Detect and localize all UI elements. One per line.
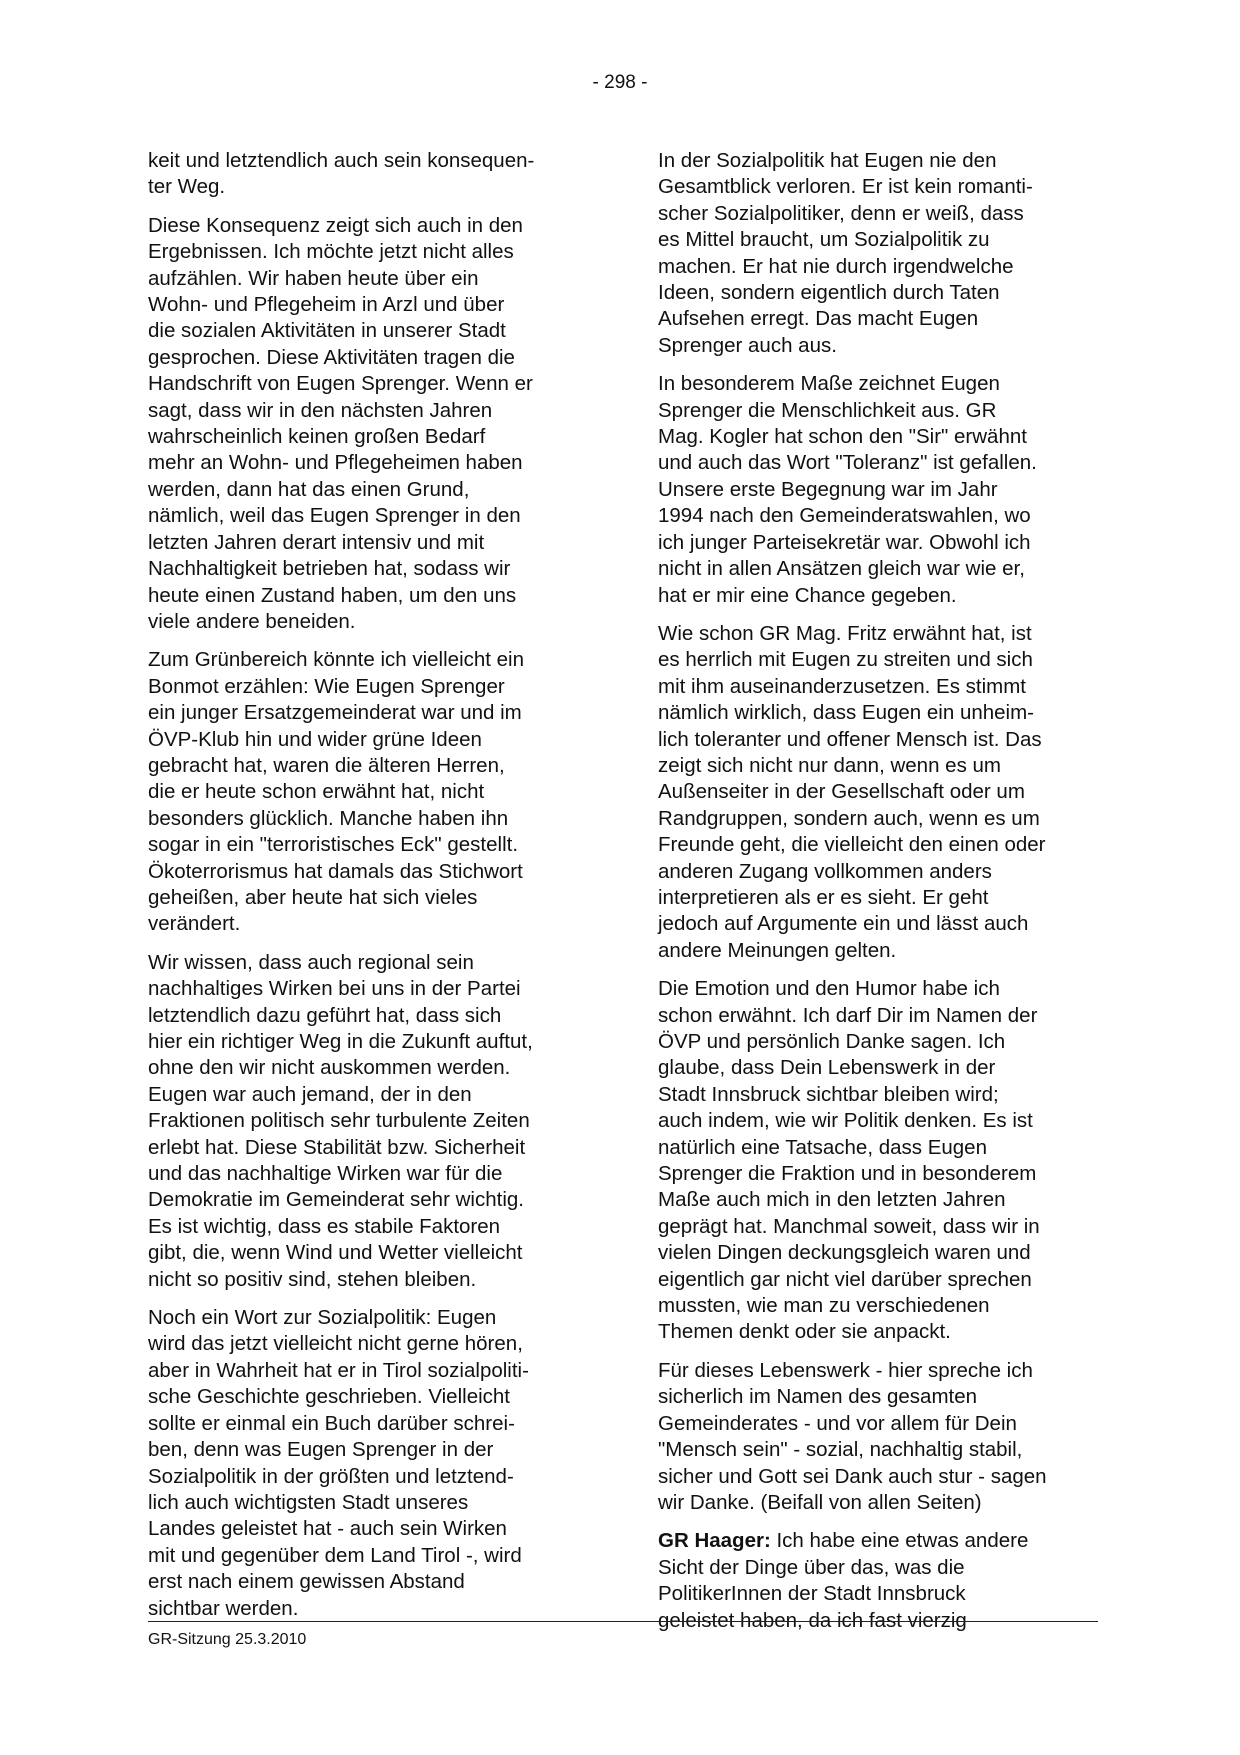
footer-session-label: GR-Sitzung 25.3.2010 [148, 1631, 307, 1648]
page-number: - 298 - [592, 72, 648, 93]
paragraph: Wie schon GR Mag. Fritz erwähnt hat, ist es herrlich mit Eugen zu streiten und sich mit ihm auseinanderzusetzen. Es stimmt nämlich wirklich, dass Eugen ein unheim- lich toleranter und offener Mensch ist. Das zeigt sich nicht nur dann, wenn es um Außenseiter in der Gesellschaft oder um Randgruppen, sondern auch, wenn es um Freunde geht, die vielleicht den einen oder anderen Zugang vollkommen anders interpretieren als er es sieht. Er geht jedoch auf Argumente ein und lässt auch andere Meinungen gelten. [658, 621, 1046, 962]
speaker-paragraph [658, 1528, 1098, 1634]
paragraph: Für dieses Lebenswerk - hier spreche ich sicherlich im Namen des gesamten Gemeinderates - und vor allem für Dein "Mensch sein" - sozial, nachhaltig stabil, sicher und Gott sei Dank auch stur - sagen wir Danke. (Beifall von allen Seiten) [658, 1358, 1047, 1514]
paragraph: Die Emotion und den Humor habe ich schon erwähnt. Ich darf Dir im Namen der ÖVP und persönlich Danke sagen. Ich glaube, dass Dein Lebenswerk in der Stadt Innsbruck sichtbar bleiben wird; auch indem, wie wir Politik denken. Es ist natürlich eine Tatsache, dass Eugen Sprenger die Fraktion und in besonderem Maße auch mich in den letzten Jahren geprägt hat. Manchmal soweit, dass wir in vielen Dingen deckungsgleich waren und eigentlich gar nicht viel darüber sprechen mussten, wie man zu verschiedenen Themen denkt oder sie anpackt. [658, 977, 1040, 1344]
paragraph: Zum Grünbereich könnte ich vielleicht ein Bonmot erzählen: Wie Eugen Sprenger ein junger Ersatzgemeinderat war und im ÖVP-Klub hin und wider grüne Ideen gebracht hat, waren die älteren Herren, die er heute schon erwähnt hat, nicht besonders glücklich. Manche haben ihn sogar in ein "terroristisches Eck" gestellt. Ökoterrorismus hat damals das Stichwort geheißen, aber heute hat sich vieles verändert. [148, 648, 525, 936]
footer-divider [148, 1621, 1098, 1622]
left-column [148, 148, 588, 1634]
paragraph: Diese Konsequenz zeigt sich auch in den Ergebnissen. Ich möchte jetzt nicht alles aufzählen. Wir haben heute über ein Wohn- und Pflegeheim in Arzl und über die sozialen Aktivitäten in unserer Stadt gesprochen. Diese Aktivitäten tragen die Handschrift von Eugen Sprenger. Wenn er sagt, dass wir in den nächsten Jahren wahrscheinlich keinen großen Bedarf mehr an Wohn- und Pflegeheimen haben werden, dann hat das einen Grund, nämlich, weil das Eugen Sprenger in den letzten Jahren derart intensiv und mit Nachhaltigkeit betrieben hat, sodass wir heute einen Zustand haben, um den uns viele andere beneiden. [148, 213, 533, 633]
speaker-name: GR Haager: [658, 1529, 771, 1553]
paragraph: In besonderem Maße zeichnet Eugen Sprenger die Menschlichkeit aus. GR Mag. Kogler hat schon den "Sir" erwähnt und auch das Wort "Toleranz" ist gefallen. Unsere erste Begegnung war im Jahr 1994 nach den Gemeinderatswahlen, wo ich junger Parteisekretär war. Obwohl ich nicht in allen Ansätzen gleich war wie er, hat er mir eine Chance gegeben. [658, 372, 1037, 607]
paragraph: In der Sozialpolitik hat Eugen nie den Gesamtblick verloren. Er ist kein romanti- scher Sozialpolitiker, denn er weiß, dass es Mittel braucht, um Sozialpolitik zu machen. Er hat nie durch irgendwelche Ideen, sondern eigentlich durch Taten Aufsehen erregt. Das macht Eugen Sprenger auch aus. [658, 149, 1033, 357]
paragraph: keit und letztendlich auch sein konsequen- ter Weg. [148, 149, 535, 199]
paragraph: Wir wissen, dass auch regional sein nachhaltiges Wirken bei uns in der Partei letztendlich dazu geführt hat, dass sich hier ein richtiger Weg in die Zukunft auftut, ohne den wir nicht auskommen werden. Eugen war auch jemand, der in den Fraktionen politisch sehr turbulente Zeiten erlebt hat. Diese Stabilität bzw. Sicherheit und das nachhaltige Wirken war für die Demokratie im Gemeinderat sehr wichtig. Es ist wichtig, dass es stabile Faktoren gibt, die, wenn Wind und Wetter vielleicht nicht so positiv sind, stehen bleiben. [148, 950, 533, 1291]
paragraph: Noch ein Wort zur Sozialpolitik: Eugen wird das jetzt vielleicht nicht gerne hören, aber in Wahrheit hat er in Tirol sozialpoliti- sche Geschichte geschrieben. Vielleicht sollte er einmal ein Buch darüber schrei- ben, denn was Eugen Sprenger in der Sozialpolitik in der größten und letztend- lich auch wichtigsten Stadt unseres Landes geleistet hat - auch sein Wirken mit und gegenüber dem Land Tirol -, wird erst nach einem gewissen Abstand sichtbar werden. [148, 1306, 529, 1620]
right-column [658, 148, 1098, 1646]
speaker-text: Ich habe eine etwas andere Sicht der Dinge über das, was die PolitikerInnen der Stadt Innsbruck geleistet haben, da ich fast vierzig [658, 1529, 1029, 1632]
